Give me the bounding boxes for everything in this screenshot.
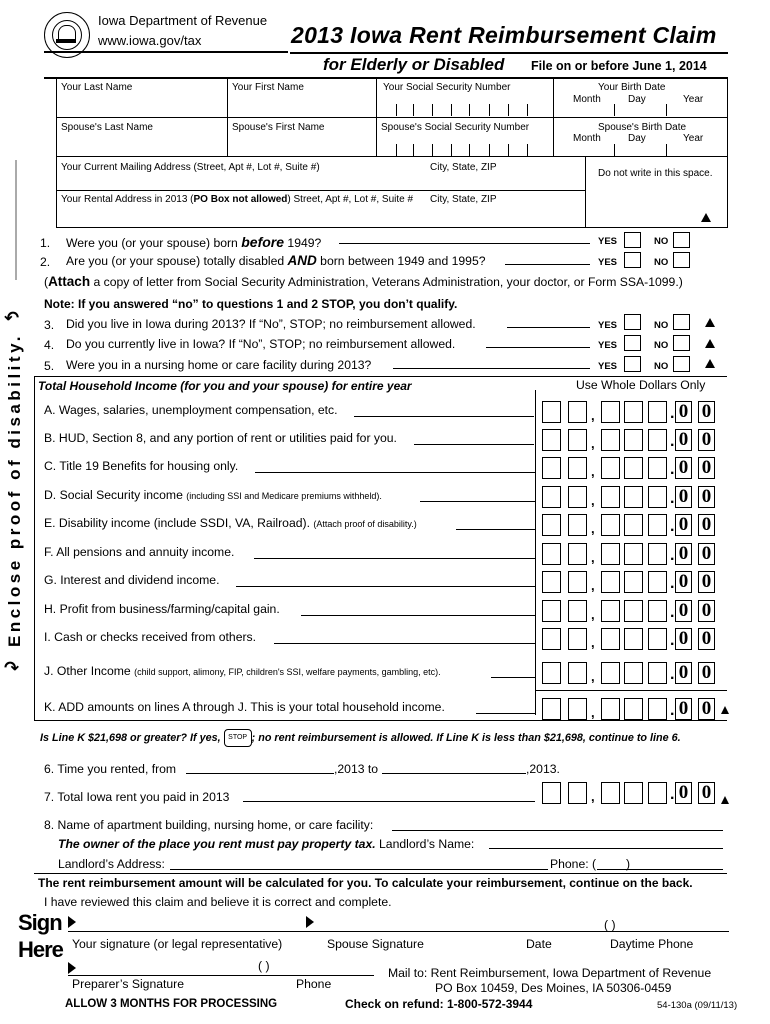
- q2-number: 2.: [40, 255, 51, 269]
- ssn-tick: [413, 144, 414, 156]
- q3-leader: [507, 327, 590, 328]
- line7-dollar-box[interactable]: [568, 782, 587, 804]
- q1-yes-label: YES: [598, 236, 618, 247]
- income-line-c-dollar-box[interactable]: [624, 457, 643, 479]
- ssn-tick: [451, 104, 452, 116]
- label-first-name: Your First Name: [232, 82, 304, 93]
- q2-text: Are you (or your spouse) totally disabled AND born between 1949 and 1995?: [66, 253, 486, 268]
- income-line-i-cents-box: 0: [675, 628, 692, 650]
- income-line-g-cents-box: 0: [698, 571, 715, 593]
- ssn-tick: [527, 144, 528, 156]
- income-line-b-label: B. HUD, Section 8, and any portion of rent or utilities paid for you.: [44, 431, 397, 445]
- q3-yes-label: YES: [598, 320, 618, 331]
- q5-triangle-icon: [705, 359, 715, 368]
- q3-no-label: NO: [654, 320, 669, 331]
- income-line-f-decimal-point: .: [670, 547, 675, 564]
- income-line-k-dollar-box[interactable]: [601, 698, 620, 720]
- income-line-f-cents-box: 0: [698, 543, 715, 565]
- date-label: Date: [526, 937, 552, 951]
- title-underline: [290, 52, 728, 54]
- grid-row-rule-2: [56, 156, 727, 157]
- income-line-c-dollar-box[interactable]: [568, 457, 587, 479]
- income-line-g-dollar-box[interactable]: [542, 571, 561, 593]
- income-line-f-dollar-box[interactable]: [568, 543, 587, 565]
- sign-arrow-icon: [68, 916, 76, 928]
- label-rental-address: Your Rental Address in 2013 (PO Box not allowed) Street, Apt #, Lot #, Suite #: [61, 194, 414, 205]
- label-spouse-day: Day: [628, 133, 646, 144]
- q4-no-label: NO: [654, 340, 669, 351]
- ssn-tick: [527, 104, 528, 116]
- q1-number: 1.: [40, 236, 51, 250]
- income-line-h-cents-box: 0: [675, 600, 692, 622]
- q4-number: 4.: [44, 338, 55, 352]
- income-line-a-dollar-box[interactable]: [624, 401, 643, 423]
- income-line-i-dollar-box[interactable]: [542, 628, 561, 650]
- income-line-j-cents-box: 0: [698, 662, 715, 684]
- income-line-b-leader: [414, 444, 534, 445]
- side-rule-top: [15, 160, 17, 280]
- line7-leader: [243, 801, 535, 802]
- label-spouse-last-name: Spouse's Last Name: [61, 122, 153, 133]
- income-line-k-dollar-box[interactable]: [568, 698, 587, 720]
- qualify-note: Note: If you answered “no” to questions 1 and 2 STOP, you don’t qualify.: [44, 297, 458, 311]
- line-k-triangle-icon: [721, 706, 729, 714]
- income-line-d-dollar-box[interactable]: [624, 486, 643, 508]
- income-line-d-decimal-point: .: [670, 490, 675, 507]
- line6-to-field[interactable]: [382, 773, 526, 774]
- landlord-address-label: Landlord’s Address:: [58, 857, 165, 871]
- grid-right-border: [727, 78, 728, 228]
- line-k-note: Is Line K $21,698 or greater? If yes, STOP ; no rent reimbursement is allowed. If Line K is less than $21,698, continue to line 6.: [40, 729, 681, 747]
- q2-yes-label: YES: [598, 257, 618, 268]
- income-line-j-label: J. Other Income (child support, alimony, FIP, children's SSI, welfare payments, gambling, etc).: [44, 664, 441, 678]
- here-heading: Here: [18, 937, 63, 962]
- q2-no-checkbox[interactable]: [673, 252, 690, 268]
- income-line-h-dollar-box[interactable]: [601, 600, 620, 622]
- income-line-b-cents-box: 0: [675, 429, 692, 451]
- ssn-tick: [396, 144, 397, 156]
- ssn-tick: [508, 144, 509, 156]
- label-last-name: Your Last Name: [61, 82, 133, 93]
- income-line-c-comma: ,: [591, 464, 595, 479]
- income-line-h-label: H. Profit from business/farming/capital gain.: [44, 602, 280, 616]
- q2-no-label: NO: [654, 257, 669, 268]
- income-line-a-dollar-box[interactable]: [542, 401, 561, 423]
- income-line-b-dollar-box[interactable]: [624, 429, 643, 451]
- income-amount-divider: [535, 390, 536, 715]
- grid-row-rule-1: [56, 117, 727, 118]
- income-line-f-dollar-box[interactable]: [648, 543, 667, 565]
- income-line-e-dollar-box[interactable]: [624, 514, 643, 536]
- reviewed-statement: I have reviewed this claim and believe it is correct and complete.: [44, 895, 392, 909]
- income-line-g-label: G. Interest and dividend income.: [44, 573, 220, 587]
- income-line-d-comma: ,: [591, 493, 595, 508]
- grid-left-border: [56, 78, 57, 228]
- income-line-a-leader: [354, 416, 534, 417]
- income-line-a-decimal-point: .: [670, 405, 675, 422]
- q3-number: 3.: [44, 318, 55, 332]
- mail-po-box: PO Box 10459, Des Moines, IA 50306-0459: [435, 981, 672, 995]
- ssn-tick: [469, 104, 470, 116]
- date-tick: [666, 144, 667, 156]
- q5-yes-checkbox[interactable]: [624, 356, 641, 372]
- income-line-j-dollar-box[interactable]: [542, 662, 561, 684]
- page-title: 2013 Iowa Rent Reimbursement Claim: [291, 22, 717, 48]
- income-line-i-dollar-box[interactable]: [648, 628, 667, 650]
- income-line-d-dollar-box[interactable]: [568, 486, 587, 508]
- income-line-b-comma: ,: [591, 436, 595, 451]
- q1-text: Were you (or your spouse) born before 1949?: [66, 234, 322, 250]
- label-year: Year: [683, 94, 704, 105]
- income-line-j-cents-box: 0: [675, 662, 692, 684]
- attach-instruction: (Attach a copy of letter from Social Security Administration, Veterans Administration, your doctor, or Form SSA-1099.): [44, 274, 683, 289]
- ssn-tick: [432, 104, 433, 116]
- income-line-a-dollar-box[interactable]: [601, 401, 620, 423]
- line8-field[interactable]: [392, 830, 723, 831]
- income-line-c-leader: [255, 472, 535, 473]
- income-line-e-leader: [456, 529, 535, 530]
- date-tick: [666, 104, 667, 116]
- label-spouse-year: Year: [683, 133, 704, 144]
- income-line-a-cents-box: 0: [698, 401, 715, 423]
- income-line-k-dollar-box[interactable]: [542, 698, 561, 720]
- income-line-c-cents-box: 0: [675, 457, 692, 479]
- header-rule-left: [44, 51, 288, 53]
- income-line-b-dollar-box[interactable]: [648, 429, 667, 451]
- line7-cents-box: 0: [675, 782, 692, 804]
- income-line-e-cents-box: 0: [675, 514, 692, 536]
- label-city-state-zip: City, State, ZIP: [430, 162, 497, 173]
- income-line-e-label: E. Disability income (include SSDI, VA, Railroad). (Attach proof of disability.): [44, 516, 417, 530]
- line7-triangle-icon: [721, 796, 729, 804]
- q5-text: Were you in a nursing home or care facility during 2013?: [66, 358, 372, 372]
- daytime-phone-label: Daytime Phone: [610, 937, 694, 951]
- income-line-j-decimal-point: .: [670, 666, 675, 683]
- stop-sign-icon: STOP: [224, 729, 252, 747]
- income-line-h-decimal-point: .: [670, 604, 675, 621]
- q1-yes-checkbox[interactable]: [624, 232, 641, 248]
- income-line-c-dollar-box[interactable]: [648, 457, 667, 479]
- q3-no-checkbox[interactable]: [673, 314, 690, 330]
- q4-yes-checkbox[interactable]: [624, 335, 641, 351]
- q2-leader: [505, 264, 590, 265]
- label-ssn: Your Social Security Number: [383, 82, 511, 93]
- landlord-name-field[interactable]: [489, 848, 723, 849]
- income-line-g-dollar-box[interactable]: [601, 571, 620, 593]
- label-day: Day: [628, 94, 646, 105]
- income-line-g-dollar-box[interactable]: [568, 571, 587, 593]
- income-line-c-dollar-box[interactable]: [601, 457, 620, 479]
- income-line-e-dollar-box[interactable]: [648, 514, 667, 536]
- income-line-g-cents-box: 0: [675, 571, 692, 593]
- income-line-k-comma: ,: [591, 705, 595, 720]
- income-line-i-cents-box: 0: [698, 628, 715, 650]
- line6-to: ,2013 to: [334, 762, 379, 776]
- income-line-a-cents-box: 0: [675, 401, 692, 423]
- ssn-tick: [432, 144, 433, 156]
- income-heading: Total Household Income (for you and your spouse) for entire year: [38, 379, 412, 393]
- income-line-h-dollar-box[interactable]: [624, 600, 643, 622]
- income-line-j-dollar-box[interactable]: [568, 662, 587, 684]
- line7-comma: ,: [591, 789, 595, 804]
- processing-note: ALLOW 3 MONTHS FOR PROCESSING: [65, 998, 278, 1010]
- org-name: Iowa Department of Revenue: [98, 13, 268, 28]
- grid-row-rule-3: [56, 190, 585, 191]
- side-note-proof-of-disability: Enclose proof of disability.: [5, 333, 24, 647]
- spouse-sign-arrow-icon: [306, 916, 314, 928]
- ssn-tick: [396, 104, 397, 116]
- q3-triangle-icon: [705, 318, 715, 327]
- income-line-i-label: I. Cash or checks received from others.: [44, 630, 257, 644]
- income-line-d-dollar-box[interactable]: [601, 486, 620, 508]
- line7-dollar-box[interactable]: [542, 782, 561, 804]
- line7-decimal-point: .: [670, 786, 675, 803]
- income-line-g-comma: ,: [591, 578, 595, 593]
- income-line-i-decimal-point: .: [670, 632, 675, 649]
- income-line-i-leader: [274, 643, 535, 644]
- grid-col-divider-4: [585, 156, 586, 228]
- preparer-signature-label: Preparer’s Signature: [72, 977, 185, 991]
- q5-yes-label: YES: [598, 361, 618, 372]
- capitol-base-icon: [56, 39, 76, 43]
- income-line-c-dollar-box[interactable]: [542, 457, 561, 479]
- label-month: Month: [573, 94, 601, 105]
- sign-heading: Sign: [18, 910, 62, 935]
- office-use-label: Do not write in this space.: [598, 168, 713, 179]
- bracket-top-icon: ↶: [4, 308, 20, 328]
- preparer-phone-paren: ( ): [258, 959, 270, 973]
- ssn-tick: [451, 144, 452, 156]
- file-deadline: File on or before June 1, 2014: [531, 59, 707, 73]
- income-line-f-comma: ,: [591, 550, 595, 565]
- income-line-g-decimal-point: .: [670, 575, 675, 592]
- mail-to-address: Mail to: Rent Reimbursement, Iowa Department of Revenue: [388, 966, 712, 980]
- income-line-k-label: K. ADD amounts on lines A through J. This is your total household income.: [44, 700, 445, 714]
- ssn-tick: [489, 104, 490, 116]
- income-line-i-dollar-box[interactable]: [568, 628, 587, 650]
- grid-bottom-rule: [56, 227, 727, 228]
- income-line-b-dollar-box[interactable]: [542, 429, 561, 451]
- income-line-c-cents-box: 0: [698, 457, 715, 479]
- spouse-signature-label: Spouse Signature: [327, 937, 424, 951]
- income-line-d-dollar-box[interactable]: [648, 486, 667, 508]
- income-line-b-dollar-box[interactable]: [601, 429, 620, 451]
- income-line-j-leader: [491, 677, 535, 678]
- income-line-h-comma: ,: [591, 607, 595, 622]
- date-tick: [614, 144, 615, 156]
- income-line-h-dollar-box[interactable]: [542, 600, 561, 622]
- q4-text: Do you currently live in Iowa? If “No”, STOP; no reimbursement allowed.: [66, 337, 456, 351]
- income-line-k-cents-box: 0: [675, 698, 692, 720]
- income-line-f-leader: [254, 558, 535, 559]
- landlord-phone-label: Phone: (: [550, 857, 597, 871]
- q4-yes-label: YES: [598, 340, 618, 351]
- header-bottom-rule: [44, 77, 728, 79]
- income-line-h-dollar-box[interactable]: [568, 600, 587, 622]
- label-mailing-address: Your Current Mailing Address (Street, Apt #, Lot #, Suite #): [61, 162, 320, 173]
- q3-text: Did you live in Iowa during 2013? If “No”, STOP; no reimbursement allowed.: [66, 317, 476, 331]
- income-line-b-decimal-point: .: [670, 433, 675, 450]
- income-line-g-dollar-box[interactable]: [624, 571, 643, 593]
- income-line-j-dollar-box[interactable]: [624, 662, 643, 684]
- line6-end: ,2013.: [526, 762, 560, 776]
- preparer-line[interactable]: [68, 975, 374, 976]
- income-line-k-dollar-box[interactable]: [624, 698, 643, 720]
- income-line-a-dollar-box[interactable]: [648, 401, 667, 423]
- income-top-rule: [34, 376, 727, 377]
- income-line-j-dollar-box[interactable]: [648, 662, 667, 684]
- income-line-k-leader: [476, 713, 535, 714]
- income-line-b-dollar-box[interactable]: [568, 429, 587, 451]
- income-line-a-dollar-box[interactable]: [568, 401, 587, 423]
- income-line-a-comma: ,: [591, 408, 595, 423]
- line8-label: 8. Name of apartment building, nursing home, or care facility:: [44, 818, 374, 832]
- income-line-c-label: C. Title 19 Benefits for housing only.: [44, 459, 239, 473]
- owner-note: The owner of the place you rent must pay property tax. Landlord’s Name:: [58, 837, 475, 851]
- q3-yes-checkbox[interactable]: [624, 314, 641, 330]
- income-left-border: [34, 376, 35, 720]
- income-line-k-cents-box: 0: [698, 698, 715, 720]
- income-line-e-dollar-box[interactable]: [601, 514, 620, 536]
- label-spouse-month: Month: [573, 133, 601, 144]
- signature-line[interactable]: [68, 931, 729, 932]
- line7-cents-box: 0: [698, 782, 715, 804]
- date-tick: [614, 104, 615, 116]
- income-line-h-cents-box: 0: [698, 600, 715, 622]
- org-url: www.iowa.gov/tax: [98, 33, 202, 48]
- income-line-i-dollar-box[interactable]: [624, 628, 643, 650]
- q1-no-checkbox[interactable]: [673, 232, 690, 248]
- income-line-j-dollar-box[interactable]: [601, 662, 620, 684]
- income-line-a-label: A. Wages, salaries, unemployment compensation, etc.: [44, 403, 338, 417]
- label-spouse-first-name: Spouse's First Name: [232, 122, 325, 133]
- income-line-f-dollar-box[interactable]: [542, 543, 561, 565]
- line6-from-field[interactable]: [186, 773, 334, 774]
- income-line-d-cents-box: 0: [698, 486, 715, 508]
- income-line-e-dollar-box[interactable]: [568, 514, 587, 536]
- whole-dollars-note: Use Whole Dollars Only: [576, 378, 706, 392]
- income-line-i-comma: ,: [591, 635, 595, 650]
- income-line-c-decimal-point: .: [670, 461, 675, 478]
- label-birth-date: Your Birth Date: [598, 82, 666, 93]
- q1-no-label: NO: [654, 236, 669, 247]
- capitol-dome-icon: [58, 25, 76, 40]
- calc-note: The rent reimbursement amount will be calculated for you. To calculate your reimbursement, continue on the back.: [38, 876, 693, 890]
- triangle-marker-icon: [701, 213, 711, 222]
- income-line-h-leader: [301, 615, 535, 616]
- income-line-e-decimal-point: .: [670, 518, 675, 535]
- ssn-tick: [469, 144, 470, 156]
- income-line-h-dollar-box[interactable]: [648, 600, 667, 622]
- income-line-g-leader: [236, 586, 535, 587]
- income-line-g-dollar-box[interactable]: [648, 571, 667, 593]
- income-line-f-label: F. All pensions and annuity income.: [44, 545, 235, 559]
- income-line-k-dollar-box[interactable]: [648, 698, 667, 720]
- q4-leader: [486, 347, 590, 348]
- q5-no-label: NO: [654, 361, 669, 372]
- income-line-i-dollar-box[interactable]: [601, 628, 620, 650]
- income-line-f-dollar-box[interactable]: [601, 543, 620, 565]
- q5-number: 5.: [44, 359, 55, 373]
- line7-dollar-box[interactable]: [648, 782, 667, 804]
- your-signature-label: Your signature (or legal representative): [72, 937, 283, 951]
- form-number: 54-130a (09/11/13): [657, 1000, 738, 1011]
- q4-triangle-icon: [705, 339, 715, 348]
- q4-no-checkbox[interactable]: [673, 335, 690, 351]
- q2-yes-checkbox[interactable]: [624, 252, 641, 268]
- label-spouse-ssn: Spouse's Social Security Number: [381, 122, 530, 133]
- income-line-d-leader: [420, 501, 535, 502]
- income-line-d-cents-box: 0: [675, 486, 692, 508]
- line-k-rule: [535, 690, 727, 691]
- preparer-phone-label: Phone: [296, 977, 332, 991]
- income-line-k-decimal-point: .: [670, 702, 675, 719]
- income-line-e-comma: ,: [591, 521, 595, 536]
- q5-leader: [393, 368, 590, 369]
- income-line-f-cents-box: 0: [675, 543, 692, 565]
- line7-dollar-box[interactable]: [601, 782, 620, 804]
- ssn-tick: [413, 104, 414, 116]
- label-spouse-birth-date: Spouse's Birth Date: [598, 122, 687, 133]
- income-line-d-label: D. Social Security income (including SSI and Medicare premiums withheld).: [44, 488, 382, 502]
- q1-leader: [339, 243, 590, 244]
- label-rental-city-state-zip: City, State, ZIP: [430, 194, 497, 205]
- landlord-phone-close: ): [626, 857, 631, 871]
- page-subtitle: for Elderly or Disabled: [323, 55, 505, 74]
- rent-bottom-rule: [34, 873, 727, 874]
- income-line-b-cents-box: 0: [698, 429, 715, 451]
- bracket-bottom-icon: ↷: [4, 658, 20, 678]
- income-bottom-rule: [34, 720, 727, 721]
- line7-label: 7. Total Iowa rent you paid in 2013: [44, 790, 230, 804]
- preparer-arrow-icon: [68, 962, 76, 974]
- line6-label: 6. Time you rented, from: [44, 762, 177, 776]
- income-line-d-dollar-box[interactable]: [542, 486, 561, 508]
- landlord-address-field[interactable]: [170, 869, 548, 870]
- daytime-phone-paren: ( ): [604, 918, 616, 932]
- income-line-e-dollar-box[interactable]: [542, 514, 561, 536]
- ssn-tick: [508, 104, 509, 116]
- income-line-f-dollar-box[interactable]: [624, 543, 643, 565]
- landlord-phone-field[interactable]: [597, 869, 723, 870]
- income-line-j-comma: ,: [591, 669, 595, 684]
- refund-phone: Check on refund: 1-800-572-3944: [345, 997, 533, 1011]
- ssn-tick: [489, 144, 490, 156]
- line7-dollar-box[interactable]: [624, 782, 643, 804]
- income-line-e-cents-box: 0: [698, 514, 715, 536]
- q5-no-checkbox[interactable]: [673, 356, 690, 372]
